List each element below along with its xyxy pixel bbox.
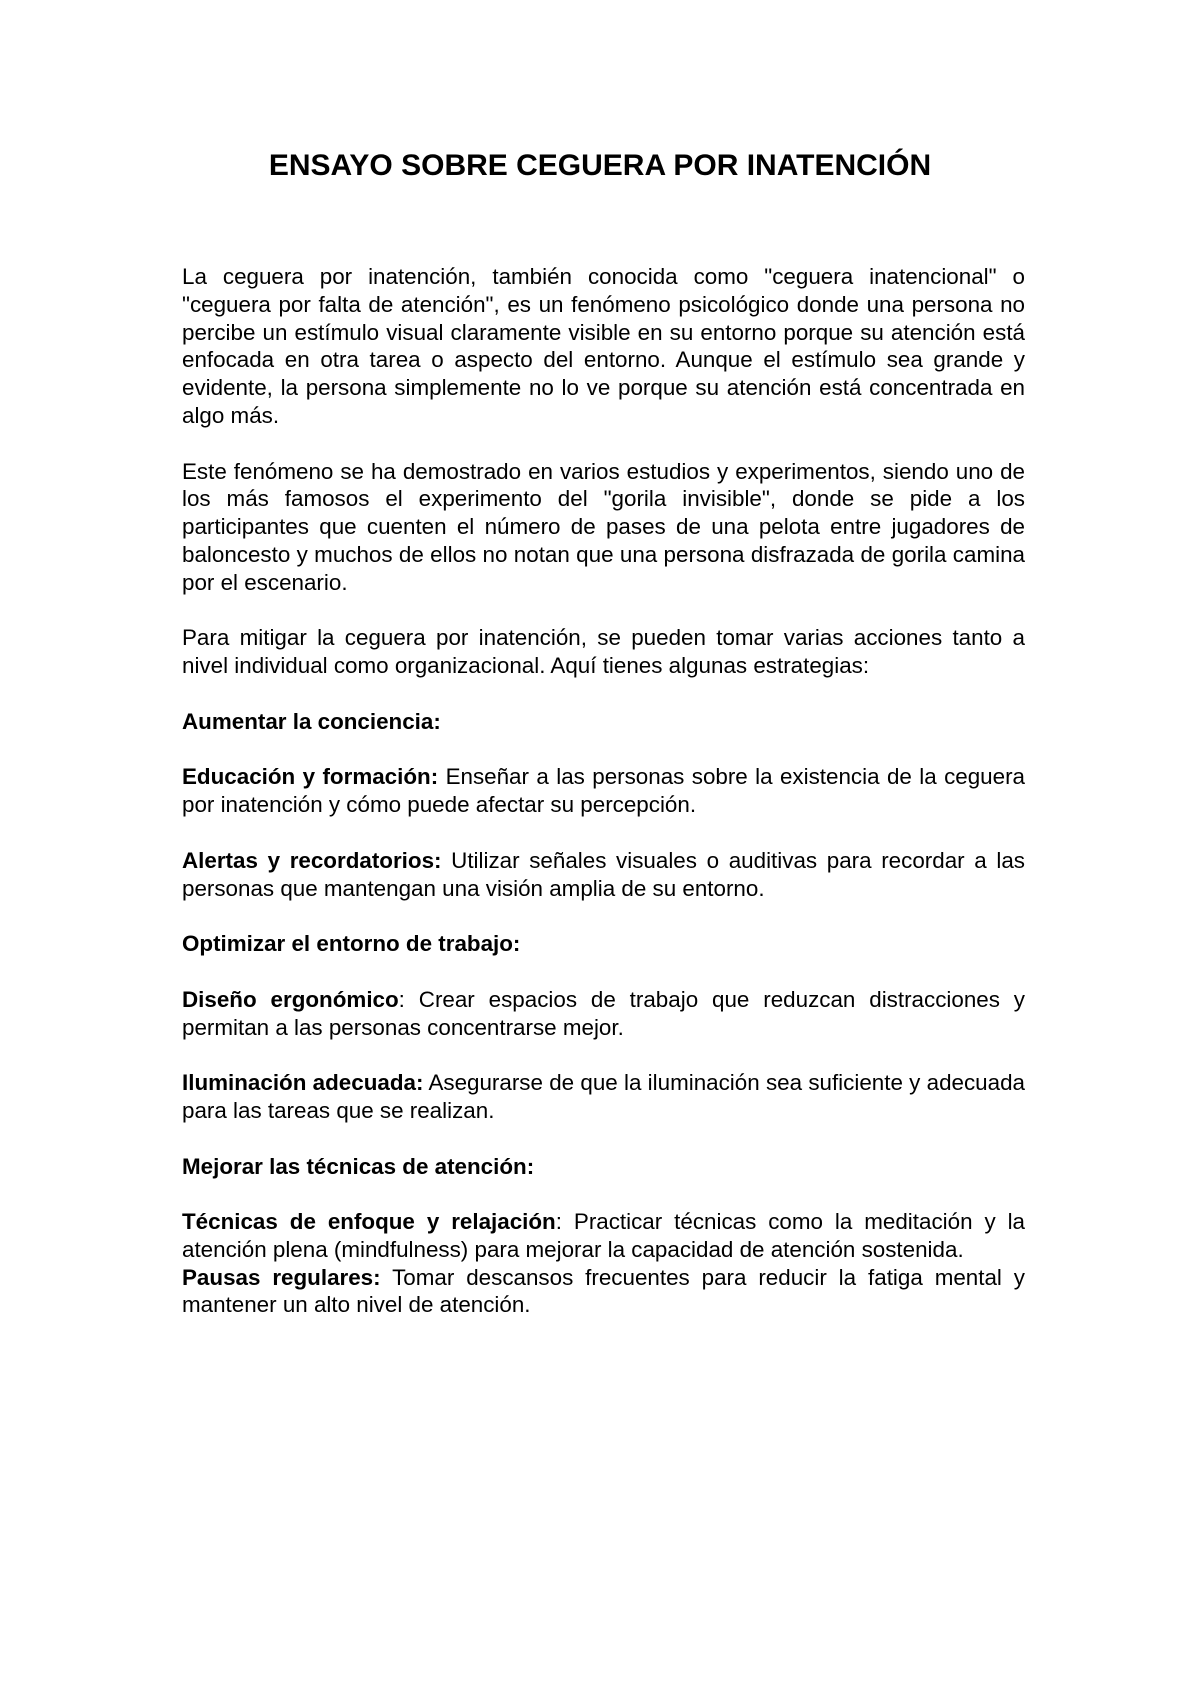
strategy-term: Alertas y recordatorios: xyxy=(182,847,442,873)
section-heading-conciencia: Aumentar la conciencia: xyxy=(182,708,441,734)
strategy-text: : Practicar técnicas como la meditación y la atención plena (mindfulness) para mejorar la capacidad de atención sostenida. xyxy=(182,1209,1025,1262)
strategy-text: : Crear espacios de trabajo que reduzcan distracciones y permitan a las personas concentrarse mejor. xyxy=(182,986,1025,1040)
strategy-text: Tomar descansos frecuentes para reducir la fatiga mental y mantener un alto nivel de atención. xyxy=(182,1264,1025,1318)
strategy-term: Técnicas de enfoque y relajación xyxy=(182,1209,556,1235)
strategy-item xyxy=(182,847,1025,903)
strategy-term: Diseño ergonómico xyxy=(182,986,399,1012)
strategies-intro-paragraph: Para mitigar la ceguera por inatención, se pueden tomar varias acciones tanto a nivel individual como organizacional. Aquí tienes algunas estrategias: xyxy=(182,625,1025,679)
strategy-text: Utilizar señales visuales o auditivas para recordar a las personas que mantengan una visión amplia de su entorno. xyxy=(182,847,1025,901)
section-heading-atencion: Mejorar las técnicas de atención: xyxy=(182,1153,535,1179)
section-heading-entorno: Optimizar el entorno de trabajo: xyxy=(182,931,521,957)
intro-paragraph: La ceguera por inatención, también conocida como "ceguera inatencional" o "ceguera por falta de atención", es un fenómeno psicológico donde una persona no percibe un estímulo visual claramente visible en su entorno porque su atención está enfocada en otra tarea o aspecto del entorno. Aunque el estímulo sea grande y evidente, la persona simplemente no lo ve porque su atención está concentrada en algo más. xyxy=(182,264,1025,428)
strategy-item xyxy=(182,986,1025,1042)
strategy-term: Iluminación adecuada: xyxy=(182,1070,424,1096)
strategy-term: Pausas regulares: xyxy=(182,1264,381,1290)
strategy-text: Enseñar a las personas sobre la existencia de la ceguera por inatención y cómo puede afectar su percepción. xyxy=(182,764,1025,818)
strategy-item xyxy=(182,763,1025,819)
strategy-item xyxy=(182,1069,1025,1125)
strategy-text: Asegurarse de que la iluminación sea suficiente y adecuada para las tareas que se realizan. xyxy=(182,1070,1025,1123)
document-body xyxy=(182,263,1025,1319)
experiment-paragraph: Este fenómeno se ha demostrado en varios estudios y experimentos, siendo uno de los más famosos el experimento del "gorila invisible", donde se pide a los participantes que cuenten el número de pases de una pelota entre jugadores de baloncesto y muchos de ellos no notan que una persona disfrazada de gorila camina por el escenario. xyxy=(182,458,1025,595)
strategy-term: Educación y formación: xyxy=(182,764,439,790)
page-title: ENSAYO SOBRE CEGUERA POR INATENCIÓN xyxy=(268,149,932,182)
strategy-item xyxy=(182,1264,1025,1320)
strategy-item xyxy=(182,1208,1025,1264)
